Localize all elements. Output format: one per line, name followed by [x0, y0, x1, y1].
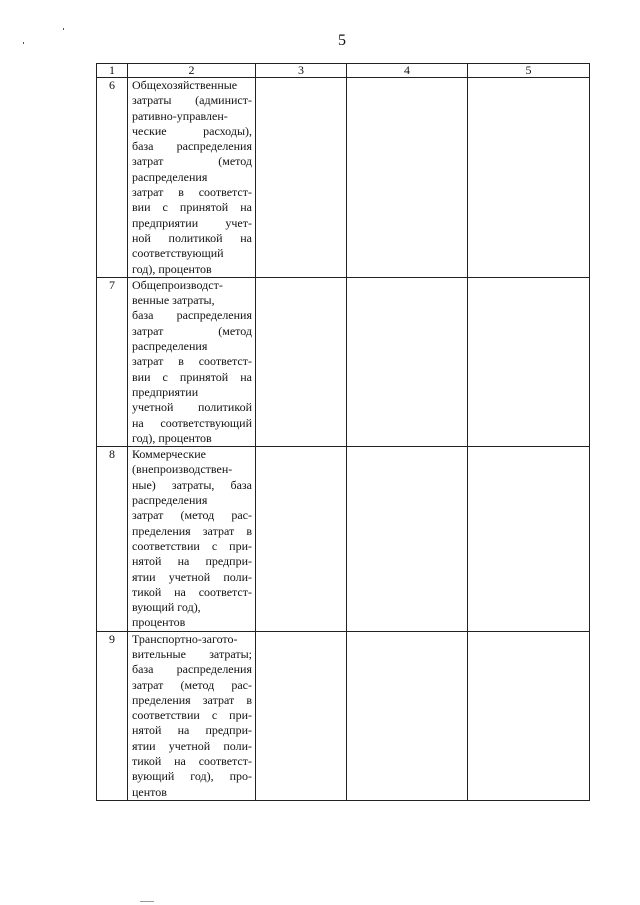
description-line: вительные затраты; — [132, 646, 252, 661]
description-line: учетной политикой — [132, 400, 252, 415]
row-description — [128, 631, 256, 800]
description-line: нятой на предпри- — [132, 723, 252, 738]
row-description — [128, 447, 256, 632]
description-line: Транспортно-загото- — [132, 631, 238, 646]
description-line: ративно-управлен- — [132, 108, 228, 123]
description-line: вии с принятой на — [132, 200, 252, 215]
description-line: вующий год), — [132, 600, 201, 615]
scan-artifact — [140, 901, 154, 902]
column-header: 1 — [97, 64, 128, 78]
empty-cell-col-4[interactable] — [347, 277, 468, 446]
empty-cell-col-4[interactable] — [347, 447, 468, 632]
column-header: 5 — [468, 64, 590, 78]
description-line: на соответствующий — [132, 415, 252, 430]
description-line: база распределения — [132, 139, 252, 154]
description-line: ные) затраты, база — [132, 477, 252, 492]
description-line: пределения затрат в — [132, 523, 252, 538]
empty-cell-col-3[interactable] — [256, 78, 347, 278]
description-line: затрат (метод рас- — [132, 677, 252, 692]
description-line: (внепроизводствен- — [132, 462, 233, 477]
description-line: Коммерческие — [132, 447, 206, 462]
description-line: год), процентов — [132, 430, 212, 445]
row-description — [128, 277, 256, 446]
description-line: ятии учетной поли- — [132, 738, 252, 753]
description-line: соответствии с при- — [132, 708, 252, 723]
description-line: пределения затрат в — [132, 692, 252, 707]
description-line: распределения — [132, 169, 208, 184]
description-line: соответствующий — [132, 246, 224, 261]
row-number: 6 — [97, 78, 128, 278]
scan-artifact — [23, 42, 24, 44]
table-row — [97, 447, 590, 632]
description-line: ной политикой на — [132, 230, 252, 245]
description-line: ятии учетной поли- — [132, 569, 252, 584]
description-line: нятой на предпри- — [132, 554, 252, 569]
column-header: 4 — [347, 64, 468, 78]
row-number: 9 — [97, 631, 128, 800]
description-line: предприятии — [132, 384, 199, 399]
description-line: распределения — [132, 339, 208, 354]
description-line: соответствии с при- — [132, 538, 252, 553]
description-line: распределения — [132, 493, 208, 508]
table-row — [97, 277, 590, 446]
description-line: Общепроизводст- — [132, 277, 223, 292]
empty-cell-col-5[interactable] — [468, 631, 590, 800]
description-line: венные затраты, — [132, 293, 215, 308]
description-line: центов — [132, 784, 167, 799]
page-number: 5 — [338, 32, 346, 49]
column-header: 3 — [256, 64, 347, 78]
description-line: затраты (админист- — [132, 93, 252, 108]
description-line: затрат (метод — [132, 154, 252, 169]
empty-cell-col-4[interactable] — [347, 631, 468, 800]
empty-cell-col-3[interactable] — [256, 631, 347, 800]
table-header-row — [97, 64, 590, 78]
description-line: процентов — [132, 615, 186, 630]
empty-cell-col-5[interactable] — [468, 277, 590, 446]
empty-cell-col-5[interactable] — [468, 78, 590, 278]
row-number: 7 — [97, 277, 128, 446]
scan-artifact — [63, 28, 64, 30]
table-row — [97, 78, 590, 278]
description-line: тикой на соответст- — [132, 754, 252, 769]
description-line: год), процентов — [132, 261, 212, 276]
description-line: затрат (метод рас- — [132, 508, 252, 523]
empty-cell-col-5[interactable] — [468, 447, 590, 632]
column-header: 2 — [128, 64, 256, 78]
cost-distribution-table — [96, 63, 590, 801]
empty-cell-col-4[interactable] — [347, 78, 468, 278]
description-line: вующий год), про- — [132, 769, 252, 784]
table-row — [97, 631, 590, 800]
description-line: ческие расходы), — [132, 123, 252, 138]
description-line: тикой на соответст- — [132, 584, 252, 599]
row-number: 8 — [97, 447, 128, 632]
description-line: вии с принятой на — [132, 369, 252, 384]
description-line: база распределения — [132, 662, 252, 677]
description-line: предприятии учет- — [132, 215, 252, 230]
description-line: затрат в соответст- — [132, 354, 252, 369]
description-line: затрат в соответст- — [132, 185, 252, 200]
row-description — [128, 78, 256, 278]
description-line: база распределения — [132, 308, 252, 323]
empty-cell-col-3[interactable] — [256, 277, 347, 446]
empty-cell-col-3[interactable] — [256, 447, 347, 632]
description-line: затрат (метод — [132, 323, 252, 338]
description-line: Общехозяйственные — [132, 78, 238, 92]
